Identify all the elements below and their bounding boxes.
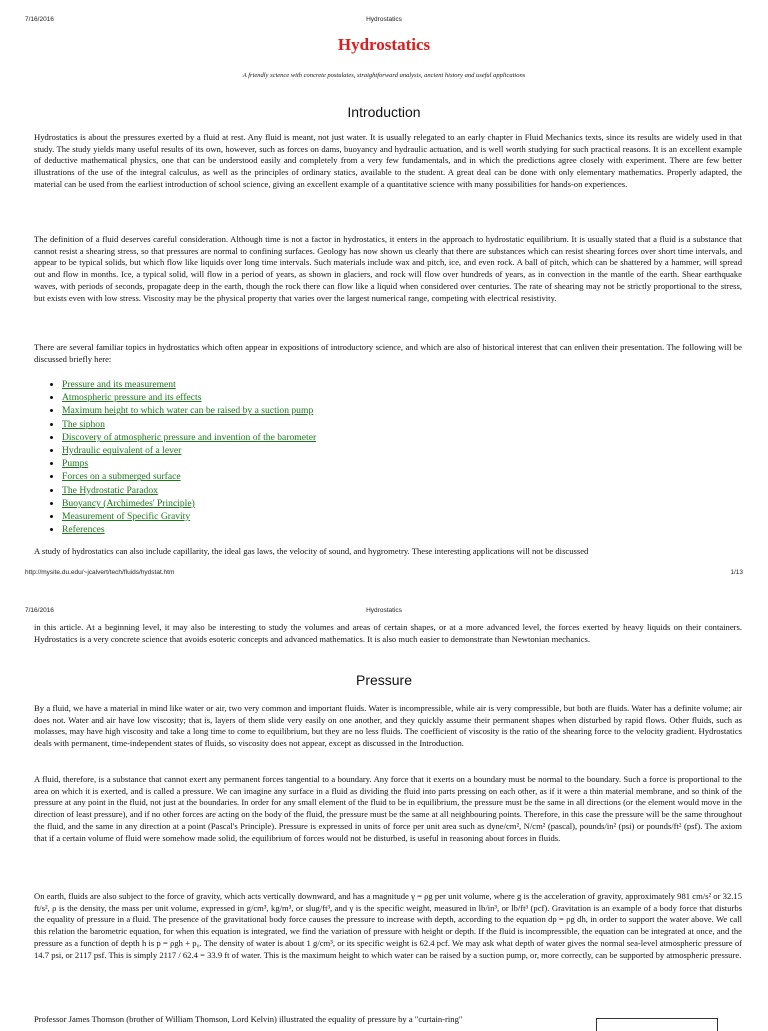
- list-item: [62, 484, 316, 497]
- intro-paragraph-2: The definition of a fluid deserves careful consideration. Although time is not a factor in hydrostatics, it enters in the approach to hydrostatic equilibrium. It is usually stated that a fluid is a substance that cannot resist a shearing stress, so that pressures are normal to confining surfaces. Geology has now shown us clearly that there are substances which can resist shearing forces over short time intervals, and appear to be typical solids, but which flow like liquids over long time intervals. Such materials include wax and pitch, ice, and even rock. A ball of pitch, which can be shattered by a hammer, will spread out and flow in months. Ice, a typical solid, will flow in a period of years, as shown in glaciers, and rock will flow over hundreds of years, as in convection in the mantle of the earth. Shear earthquake waves, with periods of seconds, propagate deep in the earth, though the rock there can flow like a liquid when considered over centuries. The rate of shearing may not be strictly proportional to the stress, but exists even with low stress. Viscosity may be the physical property that varies over the largest numerical range, competing with electrical resistivity.: [34, 234, 742, 303]
- list-item: [62, 404, 316, 417]
- list-item: [62, 470, 316, 483]
- page1-header-title: Hydrostatics: [366, 16, 402, 23]
- list-item: [62, 523, 316, 536]
- list-item: [62, 431, 316, 444]
- pressure-paragraph-3: On earth, fluids are also subject to the force of gravity, which acts vertically downward, and has a magnitude γ = ρg per unit volume, where g is the acceleration of gravity, approximately 981 cm/s² or 32.15 ft/s², ρ is the density, the mass per unit volume, expressed in g/cm³, kg/m³, or slug/ft³, and γ is the specific weight, measured in lb/in³, or lb/ft³ (pcf). Gravitation is an example of a body force that disturbs the equality of pressure in a fluid. The presence of the gravitational body force causes the pressure to increase with depth, according to the equation dp = ρg dh, in order to support the water above. We call this relation the barometric equation, for when this equation is integrated, we find the variation of pressure with height or depth. If the fluid is incompressible, the equation can be integrated at once, and the pressure as a function of depth h is p = ρgh + p₀. The density of water is about 1 g/cm³, or its specific weight is 62.4 pcf. We may ask what depth of water gives the normal sea-level atmospheric pressure of 14.7 psi, or 2117 psf. This is simply 2117 / 62.4 = 33.9 ft of water. This is the maximum height to which water can be raised by a suction pump, or, more correctly, can be supported by atmospheric pressure.: [34, 891, 742, 960]
- list-item: [62, 444, 316, 457]
- topic-list: [34, 378, 316, 536]
- list-item: [62, 497, 316, 510]
- list-item: [62, 391, 316, 404]
- figure-frame: [596, 1018, 718, 1031]
- list-item: [62, 510, 316, 523]
- list-item: [62, 457, 316, 470]
- page2-header-title: Hydrostatics: [366, 607, 402, 614]
- toc-link-suction-pump[interactable]: Maximum height to which water can be raised by a suction pump: [62, 405, 314, 417]
- toc-link-specific-gravity[interactable]: Measurement of Specific Gravity: [62, 511, 191, 523]
- intro-paragraph-4: A study of hydrostatics can also include capillarity, the ideal gas laws, the velocity of sound, and hygrometry. These interesting applications will not be discussed: [34, 546, 589, 556]
- list-item: [62, 378, 316, 391]
- toc-link-pumps[interactable]: Pumps: [62, 458, 89, 470]
- page-subtitle: A friendly science with concrete postulates, straightforward analysis, ancient history and useful applications: [242, 72, 526, 79]
- toc-link-atmospheric-pressure[interactable]: Atmospheric pressure and its effects: [62, 392, 202, 404]
- toc-link-pressure[interactable]: Pressure and its measurement: [62, 379, 176, 390]
- page1-footer: [0, 569, 768, 583]
- pressure-paragraph-1: By a fluid, we have a material in mind like water or air, two very common and important fluids. Water is incompressible, while air is very compressible, but both are fluids. Water has a definite volume; air does not. Water and air have low viscosity; that is, layers of them slide very easily on one another, and they quickly assume their permanent shapes when disturbed by rapid flows. Other fluids, such as molasses, may have high viscosity and take a long time to come to equilibrium, but they are no less fluids. The coefficient of viscosity is the ratio of the shearing force to the velocity gradient. Hydrostatics deals with permanent, time-independent states of fluids, so viscosity does not appear, except as discussed in the Introduction.: [34, 703, 742, 749]
- footer-page-number: 1/13: [730, 569, 743, 576]
- toc-link-references[interactable]: References: [62, 524, 105, 536]
- page1-header: [0, 16, 768, 30]
- footer-url: http://mysite.du.edu/~jcalvert/tech/fluids/hydstat.htm: [25, 569, 175, 576]
- intro-paragraph-1: Hydrostatics is about the pressures exerted by a fluid at rest. Any fluid is meant, not just water. It is usually relegated to an early chapter in Fluid Mechanics texts, since its results are widely used in that study. The study yields many useful results of its own, however, such as forces on dams, buoyancy and hydraulic actuation, and is well worth studying for such practical reasons. It is an excellent example of deductive mathematical physics, one that can be understood easily and completely from a very few fundamentals, and in which the predictions agree closely with experiment. There are few better illustrations of the use of the integral calculus, as well as the principles of ordinary statics, available to the student. A great deal can be done with only elementary mathematics. Properly adapted, the material can be used from the earliest introduction of school science, giving an excellent example of a quantitative science with many possibilities for hands-on experiences.: [34, 132, 742, 189]
- introduction-heading: Introduction: [347, 104, 421, 120]
- page1-date: 7/16/2016: [25, 16, 54, 23]
- page-title: Hydrostatics: [337, 35, 431, 54]
- toc-link-hydraulic-lever[interactable]: Hydraulic equivalent of a lever: [62, 445, 182, 457]
- pressure-paragraph-2: A fluid, therefore, is a substance that cannot exert any permanent forces tangential to a boundary. Any force that it exerts on a boundary must be normal to the boundary. Such a force is proportional to the area on which it is exerted, and is called a pressure. We can imagine any surface in a fluid as dividing the fluid into parts pressing on each other, as if it were a thin material membrane, and so think of the pressure at any point in the fluid, not just at the boundaries. In order for any small element of the fluid to be in equilibrium, the pressure must be the same in all directions (or the element would move in the direction of least pressure), and if no other forces are acting on the body of the fluid, the pressure must be the same at all neighbouring points. Therefore, in this case the pressure will be the same throughout the fluid, and the same in any direction at a point (Pascal's Principle). Pressure is expressed in units of force per unit area such as dyne/cm², N/cm² (pascal), pounds/in² (psi) or pounds/ft² (psf). The axiom that if a certain volume of fluid were somehow made solid, the equilibrium of forces would not be disturbed, is useful in reasoning about forces in fluids.: [34, 774, 742, 843]
- pressure-paragraph-4: Professor James Thomson (brother of William Thomson, Lord Kelvin) illustrated the equality of pressure by a "curtain-ring": [34, 1014, 463, 1024]
- list-item: [62, 418, 316, 431]
- intro-paragraph-3: There are several familiar topics in hydrostatics which often appear in expositions of introductory science, and which are also of historical interest that can enliven their presentation. The following will be discussed briefly here:: [34, 342, 742, 364]
- toc-link-hydrostatic-paradox[interactable]: The Hydrostatic Paradox: [62, 484, 158, 496]
- toc-link-siphon[interactable]: The siphon: [62, 418, 105, 430]
- continued-paragraph: in this article. At a beginning level, it may also be interesting to study the volumes and areas of certain shapes, or at a more advanced level, the forces exerted by heavy liquids on their containers. Hydrostatics is a very concrete science that avoids esoteric concepts and advanced mathematics. It is also much easier to demonstrate than Newtonian mechanics.: [34, 622, 742, 644]
- toc-link-submerged-surface[interactable]: Forces on a submerged surface: [62, 471, 181, 483]
- toc-link-barometer[interactable]: Discovery of atmospheric pressure and invention of the barometer: [62, 431, 317, 443]
- pressure-heading: Pressure: [355, 672, 413, 688]
- page2-date: 7/16/2016: [25, 607, 54, 614]
- page2-header: [0, 607, 768, 621]
- toc-link-buoyancy[interactable]: Buoyancy (Archimedes' Principle): [62, 497, 195, 509]
